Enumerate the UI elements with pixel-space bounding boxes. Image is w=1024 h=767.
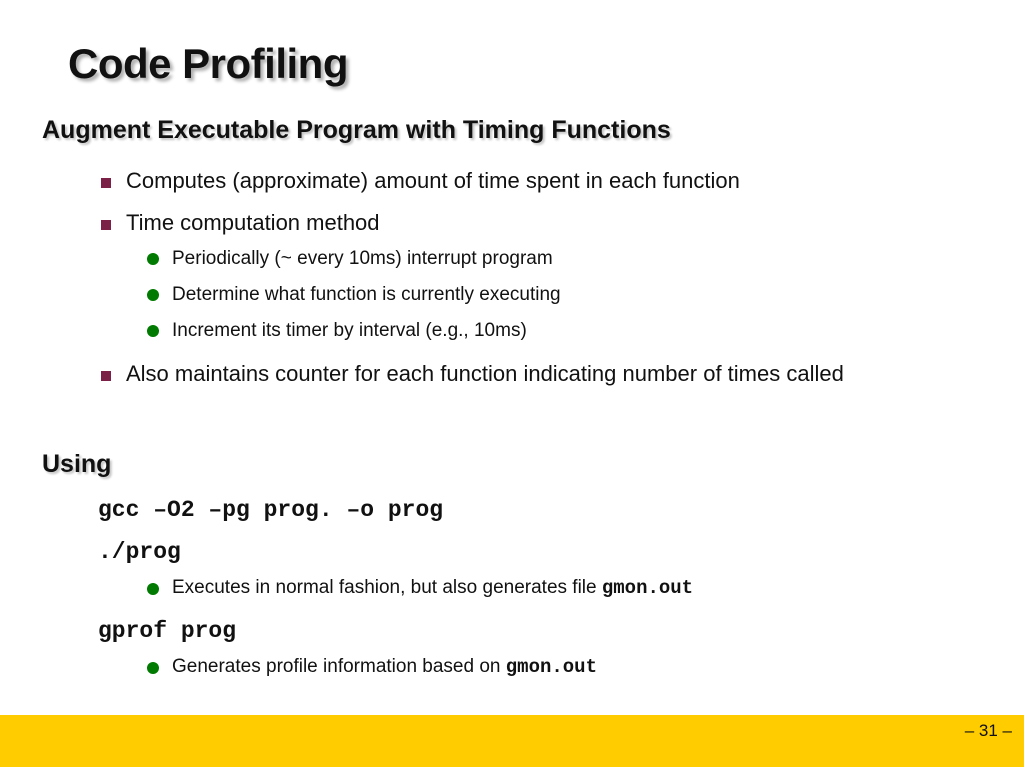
- round-bullet-icon: [147, 325, 159, 337]
- round-bullet-icon: [147, 662, 159, 674]
- note-generates-text: Generates profile information based on: [172, 656, 506, 677]
- filename-gmon-out: gmon.out: [505, 656, 597, 678]
- sub-bullet-increment: Increment its timer by interval (e.g., 10ms): [172, 320, 527, 341]
- round-bullet-icon: [147, 253, 159, 265]
- command-run: ./prog: [98, 539, 181, 565]
- section-heading-using: Using: [42, 450, 112, 478]
- round-bullet-icon: [147, 583, 159, 595]
- note-executes-text: Executes in normal fashion, but also generates file: [172, 577, 602, 598]
- round-bullet-icon: [147, 289, 159, 301]
- note-executes: [172, 577, 693, 599]
- square-bullet-icon: [101, 178, 111, 188]
- filename-gmon-out: gmon.out: [601, 577, 694, 599]
- page-number: – 31 –: [964, 721, 1012, 740]
- section-heading-augment: Augment Executable Program with Timing Functions: [42, 116, 671, 144]
- footer-bar: [0, 715, 1024, 767]
- slide-title: Code Profiling: [68, 40, 348, 87]
- command-gprof: gprof prog: [98, 618, 237, 644]
- bullet-counter: Also maintains counter for each function indicating number of times called: [126, 361, 844, 386]
- sub-bullet-determine: Determine what function is currently executing: [172, 284, 561, 305]
- square-bullet-icon: [101, 371, 111, 381]
- note-generates: [172, 656, 597, 678]
- command-gcc: gcc –O2 –pg prog. –o prog: [98, 497, 444, 523]
- sub-bullet-periodically: Periodically (~ every 10ms) interrupt program: [172, 248, 553, 269]
- square-bullet-icon: [101, 220, 111, 230]
- bullet-computes: Computes (approximate) amount of time spent in each function: [126, 168, 740, 193]
- bullet-time-computation: Time computation method: [126, 210, 380, 235]
